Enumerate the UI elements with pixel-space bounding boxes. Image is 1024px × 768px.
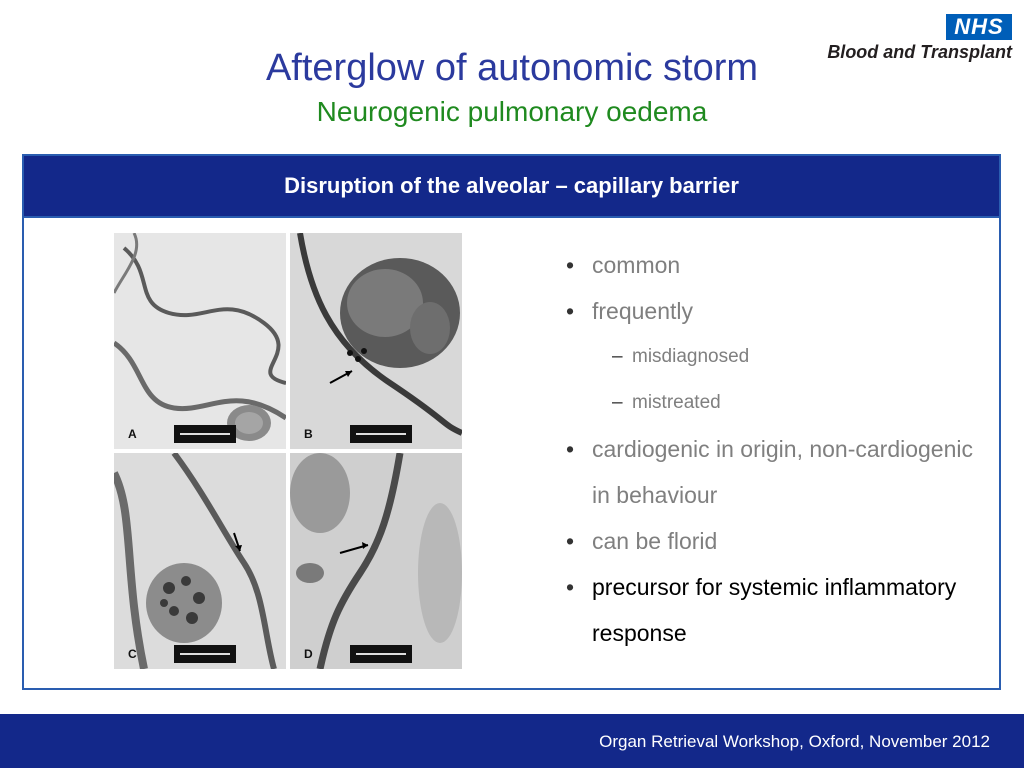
nhs-logo-org: Blood and Transplant bbox=[827, 42, 1012, 62]
bullet-item: • cardiogenic in origin, non-cardiogenic in behaviour bbox=[560, 426, 980, 518]
micrograph-panel-a bbox=[114, 233, 286, 449]
bullet-item: • precursor for systemic inflammatory response bbox=[560, 564, 980, 656]
footer-text: Organ Retrieval Workshop, Oxford, November 2012 bbox=[599, 732, 990, 751]
scale-bar bbox=[174, 425, 236, 443]
panel-header: Disruption of the alveolar – capillary barrier bbox=[24, 156, 999, 218]
sub-bullet-item: – misdiagnosed bbox=[560, 334, 980, 380]
nhs-logo-box: NHS bbox=[946, 14, 1012, 40]
scale-bar bbox=[174, 645, 236, 663]
micrograph-panel-b bbox=[290, 233, 462, 449]
electron-micrograph-figure bbox=[114, 233, 462, 671]
scale-bar bbox=[350, 645, 412, 663]
panel-label-b: B bbox=[304, 427, 313, 441]
scale-bar bbox=[350, 425, 412, 443]
sub-bullet-item: – mistreated bbox=[560, 380, 980, 426]
panel-label-c: C bbox=[128, 647, 137, 661]
bullet-item: • common bbox=[560, 242, 980, 288]
bullet-list bbox=[560, 242, 980, 656]
nhs-logo bbox=[814, 14, 1014, 64]
panel-label-d: D bbox=[304, 647, 313, 661]
bullet-item: • frequently bbox=[560, 288, 980, 334]
footer-bar bbox=[0, 714, 1024, 768]
micrograph-panel-c bbox=[114, 453, 286, 669]
micrograph-panel-d bbox=[290, 453, 462, 669]
content-panel bbox=[22, 154, 1001, 690]
slide-title: Afterglow of autonomic storm bbox=[265, 47, 759, 89]
bullet-item: • can be florid bbox=[560, 518, 980, 564]
panel-label-a: A bbox=[128, 427, 137, 441]
slide-subtitle: Neurogenic pulmonary oedema bbox=[316, 96, 708, 127]
